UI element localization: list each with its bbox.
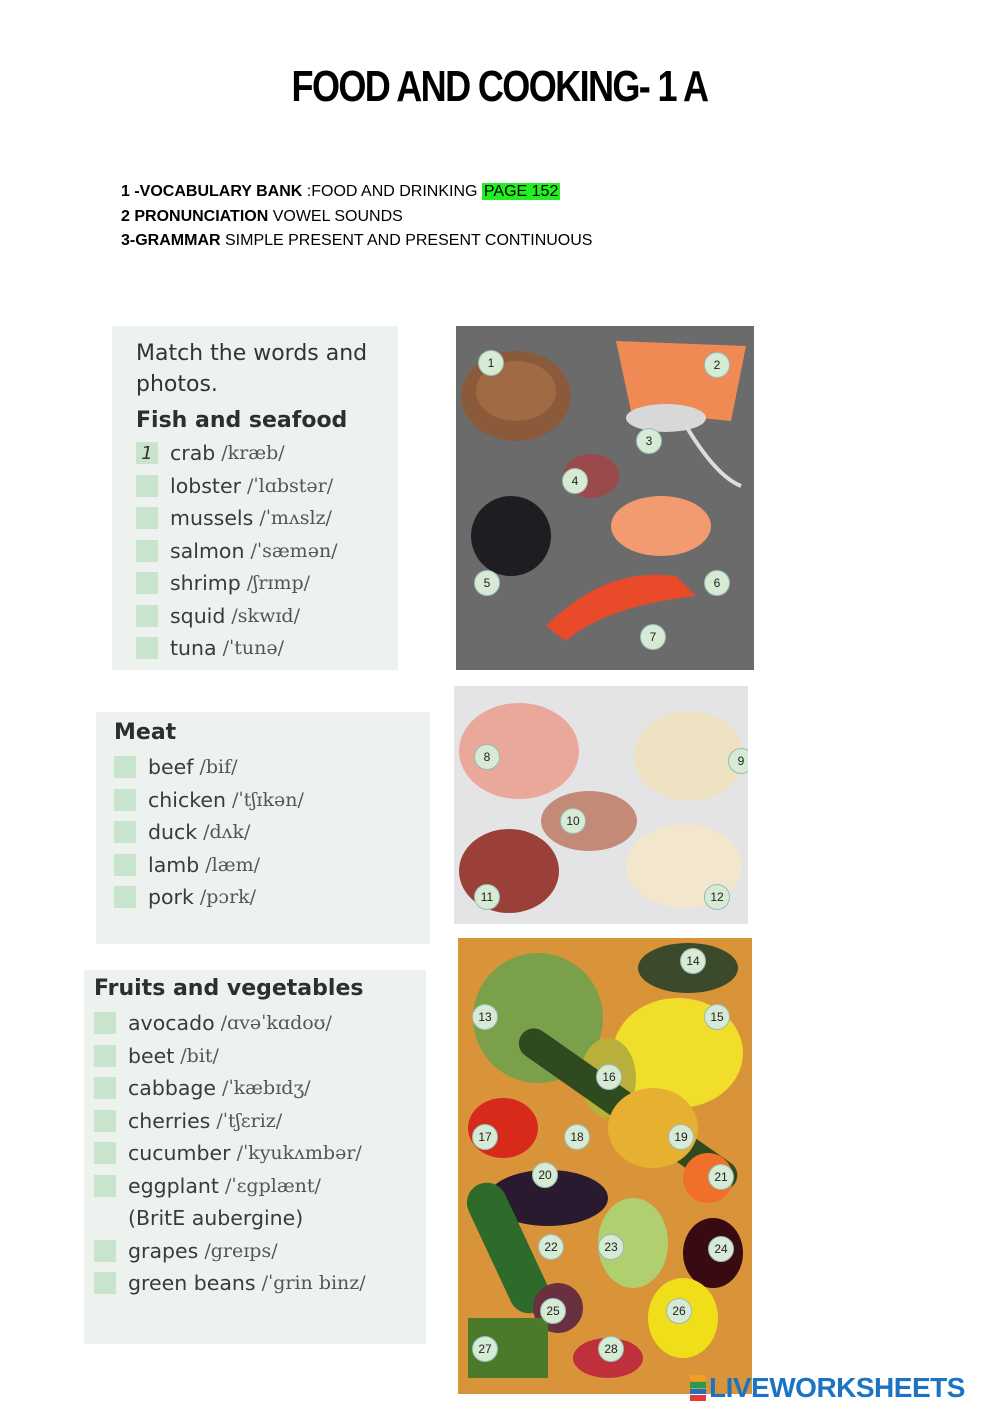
pronunciation: /ˈtunə/ bbox=[222, 637, 284, 660]
photo-number-badge: 5 bbox=[474, 570, 500, 596]
photo-number-badge: 18 bbox=[564, 1124, 590, 1150]
pronunciation: /pɔrk/ bbox=[199, 886, 257, 909]
photo-number-badge: 13 bbox=[472, 1004, 498, 1030]
vocab-word: grapes bbox=[128, 1238, 199, 1263]
fish-item-crab bbox=[136, 437, 398, 470]
pronunciation: /dʌk/ bbox=[203, 821, 251, 844]
pronunciation: /ˈtʃɪkən/ bbox=[231, 788, 304, 811]
meat-item-lamb bbox=[114, 849, 430, 882]
pronunciation: /ˈlɑbstər/ bbox=[247, 474, 334, 497]
pronunciation: /bit/ bbox=[180, 1044, 219, 1067]
photo-number-badge: 22 bbox=[538, 1234, 564, 1260]
pronunciation: /læm/ bbox=[205, 853, 261, 876]
photo-number-badge: 23 bbox=[598, 1234, 624, 1260]
pronunciation: /ˈkyukʌmbər/ bbox=[236, 1142, 362, 1165]
photo-number-badge: 4 bbox=[562, 468, 588, 494]
answer-box[interactable] bbox=[94, 1012, 116, 1034]
pronunciation: /ˈtʃɛriz/ bbox=[216, 1109, 283, 1132]
photo-number-badge: 6 bbox=[704, 570, 730, 596]
photo-number-badge: 26 bbox=[666, 1298, 692, 1324]
pronunciation: /greɪps/ bbox=[204, 1239, 278, 1262]
fruits-vegetables-photo bbox=[458, 938, 752, 1394]
meat-heading: Meat bbox=[114, 720, 177, 745]
pronunciation: /kræb/ bbox=[221, 442, 285, 465]
fruits-item-green-beans bbox=[94, 1267, 426, 1300]
answer-box[interactable] bbox=[136, 540, 158, 562]
vocab-word: squid bbox=[170, 603, 226, 628]
pronunciation: /ˈɛgplænt/ bbox=[224, 1174, 321, 1197]
photo-number-badge: 14 bbox=[680, 948, 706, 974]
vocab-word: green beans bbox=[128, 1271, 256, 1296]
vocab-note: (BritE aubergine) bbox=[128, 1206, 304, 1231]
seafood-photo bbox=[456, 326, 754, 670]
meat-item-duck bbox=[114, 816, 430, 849]
answer-box[interactable] bbox=[94, 1142, 116, 1164]
pronunciation: /ɑvəˈkɑdoʊ/ bbox=[220, 1012, 332, 1035]
lesson-2: 2 PRONUNCIATION VOWEL SOUNDS bbox=[121, 207, 403, 225]
fruits-item-beet bbox=[94, 1040, 426, 1073]
answer-box[interactable] bbox=[94, 1240, 116, 1262]
pronunciation: /ʃrɪmp/ bbox=[246, 572, 311, 595]
vocab-word: cherries bbox=[128, 1108, 211, 1133]
vocab-word: mussels bbox=[170, 506, 254, 531]
fish-heading: Fish and seafood bbox=[136, 408, 348, 433]
vocab-word: duck bbox=[148, 820, 198, 845]
photo-number-badge: 24 bbox=[708, 1236, 734, 1262]
fish-item-squid bbox=[136, 600, 398, 633]
pronunciation: /ˈsæmən/ bbox=[250, 539, 338, 562]
photo-number-badge: 15 bbox=[704, 1004, 730, 1030]
photo-number-badge: 10 bbox=[560, 808, 586, 834]
answer-box[interactable] bbox=[94, 1045, 116, 1067]
vocab-word: lobster bbox=[170, 473, 242, 498]
answer-box[interactable] bbox=[114, 886, 136, 908]
fruits-item-cabbage bbox=[94, 1072, 426, 1105]
pronunciation: /bif/ bbox=[199, 756, 238, 779]
answer-box[interactable] bbox=[94, 1077, 116, 1099]
vocab-word: chicken bbox=[148, 787, 226, 812]
pronunciation: /ˈgrin binz/ bbox=[261, 1272, 366, 1295]
vocab-word: lamb bbox=[148, 852, 200, 877]
photo-number-badge: 9 bbox=[728, 748, 748, 774]
fish-item-lobster bbox=[136, 470, 398, 503]
lesson-3: 3-GRAMMAR SIMPLE PRESENT AND PRESENT CONTINUOUS bbox=[121, 232, 593, 249]
meat-item-chicken bbox=[114, 784, 430, 817]
photo-number-badge: 11 bbox=[474, 884, 500, 910]
page-highlight: PAGE 152 bbox=[483, 183, 559, 200]
photo-number-badge: 1 bbox=[478, 350, 504, 376]
answer-box[interactable] bbox=[94, 1175, 116, 1197]
photo-number-badge: 16 bbox=[596, 1064, 622, 1090]
fish-item-salmon bbox=[136, 535, 398, 568]
photo-number-badge: 21 bbox=[708, 1164, 734, 1190]
answer-box[interactable] bbox=[136, 637, 158, 659]
vocab-word: pork bbox=[148, 885, 194, 910]
seafood-illustration bbox=[456, 326, 754, 670]
fish-item-shrimp bbox=[136, 567, 398, 600]
fruits-item-eggplant bbox=[94, 1170, 426, 1203]
photo-number-badge: 8 bbox=[474, 744, 500, 770]
vocab-word: shrimp bbox=[170, 571, 241, 596]
fish-item-mussels bbox=[136, 502, 398, 535]
answer-box[interactable] bbox=[136, 572, 158, 594]
answer-box[interactable] bbox=[114, 756, 136, 778]
pronunciation: /skwɪd/ bbox=[231, 604, 300, 627]
answer-box[interactable] bbox=[114, 854, 136, 876]
liveworksheets-logo: LIVEWORKSHEETS bbox=[690, 1372, 965, 1404]
page-title: FOOD AND COOKING- 1 A bbox=[291, 62, 708, 111]
fruits-item-grapes bbox=[94, 1235, 426, 1268]
answer-box[interactable] bbox=[136, 605, 158, 627]
lesson-1: 1 -VOCABULARY BANK :FOOD AND DRINKING PAGE 152 bbox=[121, 183, 559, 200]
answer-box[interactable] bbox=[114, 821, 136, 843]
instruction: Match the words and photos. bbox=[136, 341, 368, 397]
photo-number-badge: 27 bbox=[472, 1336, 498, 1362]
fruits-heading: Fruits and vegetables bbox=[94, 976, 364, 1001]
photo-number-badge: 12 bbox=[704, 884, 730, 910]
meat-item-pork bbox=[114, 881, 430, 914]
photo-number-badge: 20 bbox=[532, 1162, 558, 1188]
fish-vocab-box bbox=[112, 326, 398, 670]
fruits-item-cherries bbox=[94, 1105, 426, 1138]
lesson-list bbox=[121, 180, 592, 254]
answer-box[interactable] bbox=[94, 1272, 116, 1294]
vocab-word: salmon bbox=[170, 538, 245, 563]
vocab-word: tuna bbox=[170, 636, 217, 661]
meat-item-beef bbox=[114, 751, 430, 784]
answer-box[interactable] bbox=[94, 1110, 116, 1132]
meat-vocab-box bbox=[96, 712, 430, 944]
meat-illustration bbox=[454, 686, 748, 924]
vocab-word: avocado bbox=[128, 1011, 215, 1036]
photo-number-badge: 7 bbox=[640, 624, 666, 650]
meat-photo bbox=[454, 686, 748, 924]
vocab-word: cabbage bbox=[128, 1076, 217, 1101]
pronunciation: /ˈkæbɪdʒ/ bbox=[222, 1077, 311, 1100]
vocab-word: crab bbox=[170, 441, 216, 466]
logo-icon bbox=[690, 1375, 706, 1401]
vocab-word: beef bbox=[148, 755, 194, 780]
photo-number-badge: 2 bbox=[704, 352, 730, 378]
photo-number-badge: 19 bbox=[668, 1124, 694, 1150]
photo-number-badge: 28 bbox=[598, 1336, 624, 1362]
fruits-vocab-box bbox=[84, 970, 426, 1344]
photo-number-badge: 17 bbox=[472, 1124, 498, 1150]
fruits-item-cucumber bbox=[94, 1137, 426, 1170]
answer-box[interactable]: 1 bbox=[136, 442, 158, 464]
photo-number-badge: 3 bbox=[636, 428, 662, 454]
vocab-word: eggplant bbox=[128, 1173, 219, 1198]
fruits-item-avocado bbox=[94, 1007, 426, 1040]
fish-item-tuna bbox=[136, 632, 398, 665]
answer-box[interactable] bbox=[136, 475, 158, 497]
pronunciation: /ˈmʌslz/ bbox=[259, 507, 332, 530]
answer-box[interactable] bbox=[114, 789, 136, 811]
vocab-word: beet bbox=[128, 1043, 175, 1068]
answer-box[interactable] bbox=[136, 507, 158, 529]
photo-number-badge: 25 bbox=[540, 1298, 566, 1324]
vocab-word: cucumber bbox=[128, 1141, 231, 1166]
